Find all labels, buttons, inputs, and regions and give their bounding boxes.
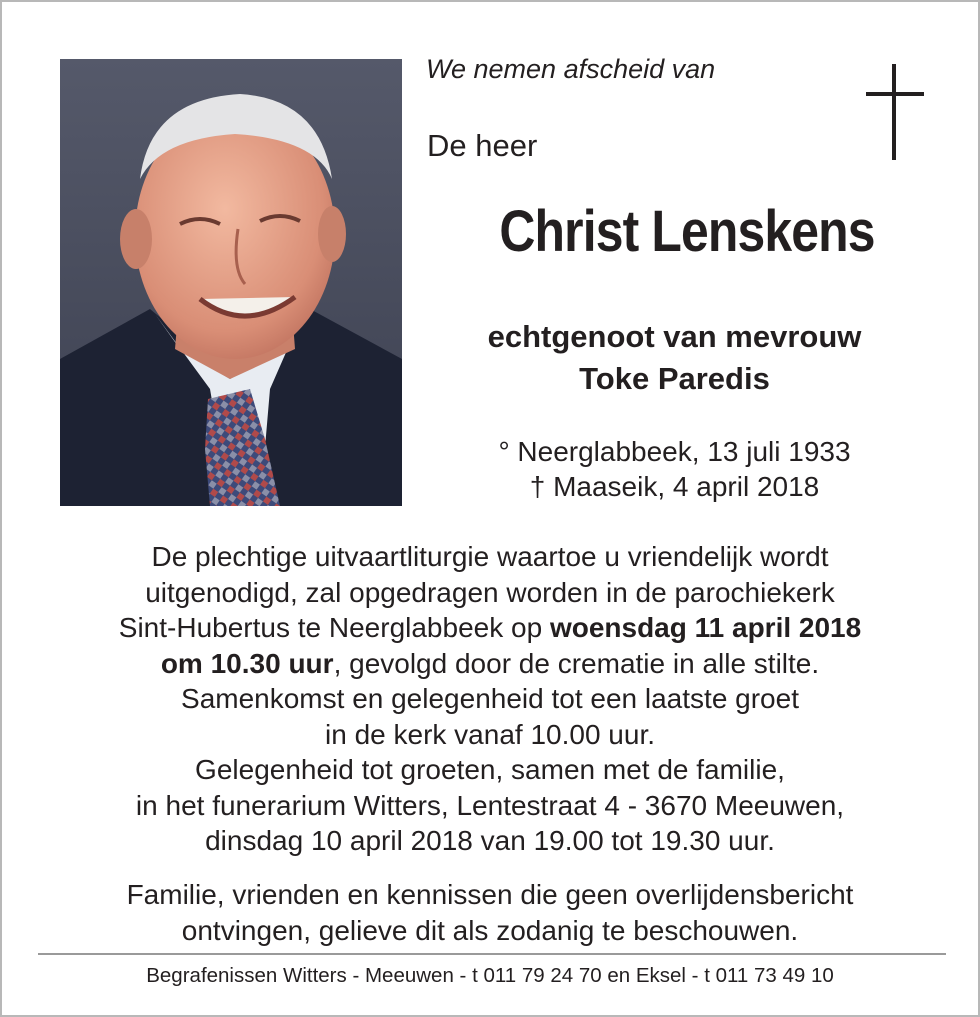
ceremony-line: De plechtige uitvaartliturgie waartoe u vriendelijk wordt	[151, 541, 829, 572]
portrait-photo	[60, 59, 402, 506]
ceremony-line: Gelegenheid tot groeten, samen met de familie,	[195, 754, 785, 785]
divider	[38, 953, 946, 955]
ceremony-text	[22, 539, 958, 859]
ceremony-line: in de kerk vanaf 10.00 uur.	[325, 718, 655, 750]
closing-line: Familie, vrienden en kennissen die geen overlijdensbericht	[126, 879, 854, 910]
ceremony-line	[22, 646, 958, 682]
ceremony-line: in het funerarium Witters, Lentestraat 4 - 3670 Meeuwen,	[135, 789, 845, 821]
ceremony-time-bold: om 10.30 uur	[160, 647, 334, 679]
ceremony-date-bold: woensdag 11 april 2018	[549, 612, 862, 643]
deceased-name: Christ Lenskens	[499, 199, 875, 264]
ceremony-line	[22, 610, 958, 646]
intro-text: We nemen afscheid van	[426, 54, 716, 84]
ceremony-line: Samenkomst en gelegenheid tot een laatste groet	[181, 683, 799, 714]
birth-date: ° Neerglabbeek, 13 juli 1933	[498, 436, 851, 467]
cross-icon	[866, 64, 924, 160]
spouse-line-1: echtgenoot van mevrouw	[487, 319, 862, 354]
spouse-line-2: Toke Paredis	[579, 361, 770, 396]
spouse-block	[427, 316, 922, 400]
closing-line: ontvingen, gelieve dit als zodanig te beschouwen.	[181, 914, 799, 946]
honorific: De heer	[427, 128, 538, 163]
closing-text	[22, 877, 958, 948]
ceremony-line: uitgenodigd, zal opgedragen worden in de parochiekerk	[145, 576, 835, 608]
ceremony-text-regular: Sint-Hubertus te Neerglabbeek op	[118, 612, 550, 643]
ceremony-text-regular: , gevolgd door de crematie in alle stilte.	[333, 647, 820, 679]
funeral-home-footer: Begrafenissen Witters - Meeuwen - t 011 79 24 70 en Eksel - t 011 73 49 10	[146, 964, 834, 987]
ceremony-line: dinsdag 10 april 2018 van 19.00 tot 19.30 uur.	[205, 825, 775, 856]
death-date: † Maaseik, 4 april 2018	[529, 471, 820, 502]
life-dates	[427, 434, 922, 504]
